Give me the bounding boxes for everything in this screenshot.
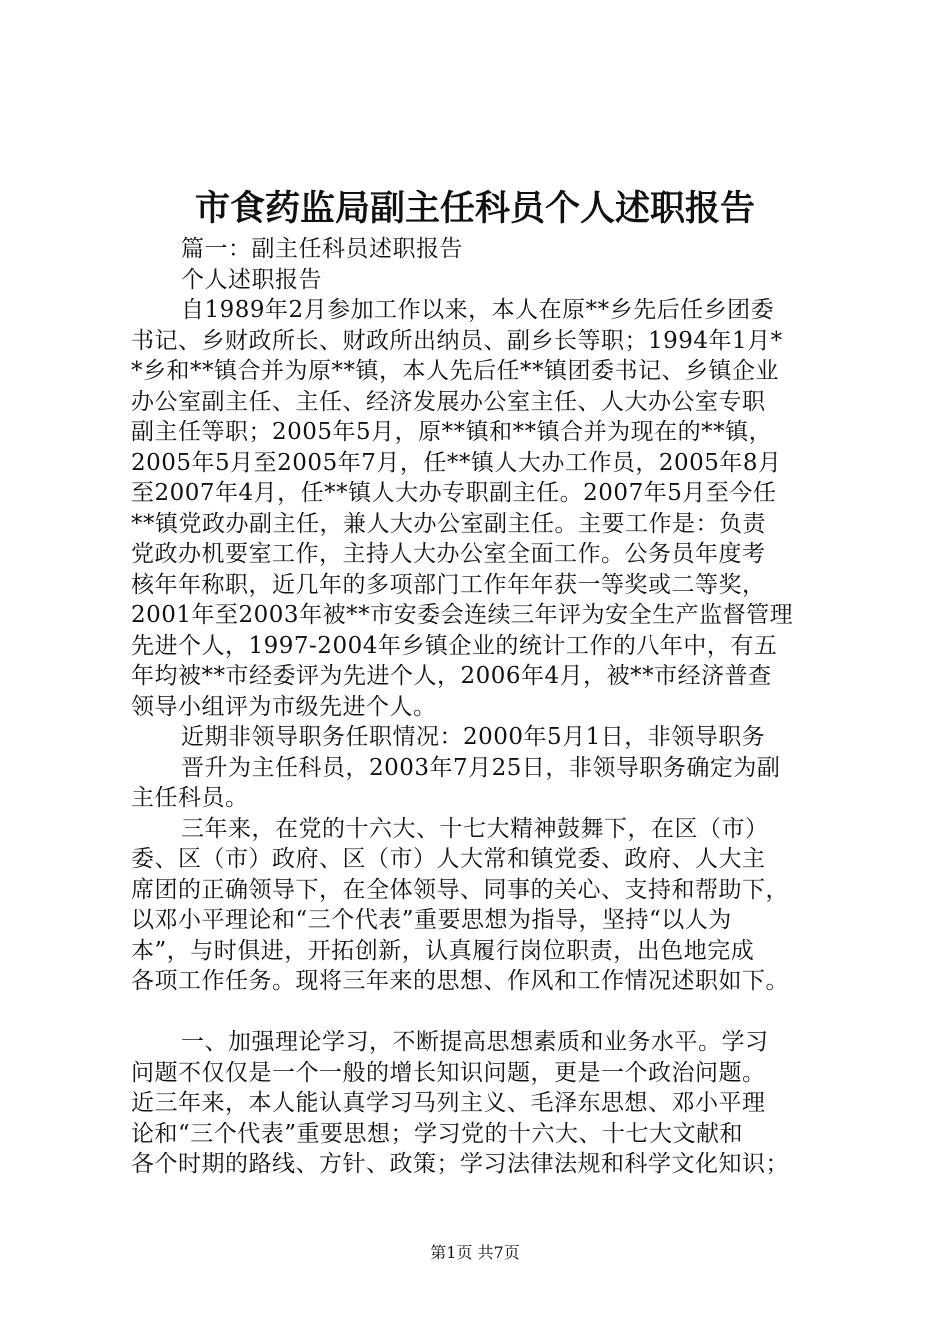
text-line: 晋升为主任科员，2003年7月25日，非领导职务确定为副: [181, 754, 781, 781]
text-line: 本”，与时俱进，开拓创新，认真履行岗位职责，出色地完成: [131, 937, 755, 964]
text-line: 近三年来，本人能认真学习马列主义、毛泽东思想、邓小平理: [131, 1090, 766, 1116]
text-line: 各个时期的路线、方针、政策；学习法律法规和科学文化知识；: [131, 1151, 789, 1177]
text-line: 年均被**市经委评为先进个人，2006年4月，被**市经济普查: [131, 663, 772, 689]
document-title: 市食药监局副主任科员个人述职报告: [194, 188, 755, 229]
text-line: 先进个人，1997-2004年乡镇企业的统计工作的八年中，有五: [131, 632, 778, 659]
text-line: **镇党政办副主任，兼人大办公室副主任。主要工作是：负责: [131, 510, 766, 537]
text-line: 领导小组评为市级先进个人。: [131, 693, 437, 720]
text-line: 自1989年2月参加工作以来，本人在原**乡先后任乡团委: [181, 297, 775, 323]
text-line: 2005年5月至2005年7月，任**镇人大办工作员，2005年8月: [131, 449, 782, 476]
text-line: 至2007年4月，任**镇人大办专职副主任。2007年5月至今任: [131, 480, 777, 506]
text-line: 篇一：副主任科员述职报告: [181, 236, 463, 262]
text-line: 论和“三个代表”重要思想；学习党的十六大、十七大文献和: [131, 1120, 744, 1147]
text-line: 一、加强理论学习，不断提高思想素质和业务水平。学习: [181, 1029, 769, 1055]
text-line: 个人述职报告: [181, 266, 322, 293]
text-line: 党政办机要室工作，主持人大办公室全面工作。公务员年度考: [131, 541, 766, 567]
document-body: [131, 234, 831, 1180]
text-line: 各项工作任务。现将三年来的思想、作风和工作情况述职如下。: [131, 968, 789, 994]
text-line: 委、区（市）政府、区（市）人大常和镇党委、政府、人大主: [131, 846, 766, 872]
text-line: 核年年称职，近几年的多项部门工作年年获一等奖或二等奖，: [131, 571, 766, 598]
text-line: 副主任等职；2005年5月，原**镇和**镇合并为现在的**镇，: [131, 419, 773, 445]
text-line: *乡和**镇合并为原**镇，本人先后任**镇团委书记、乡镇企业: [131, 358, 779, 384]
text-line: 办公室副主任、主任、经济发展办公室主任、人大办公室专职: [131, 388, 766, 415]
page-footer: 第1页 共7页: [430, 1243, 520, 1262]
text-line: 2001年至2003年被**市安委会连续三年评为安全生产监督管理: [131, 602, 794, 628]
text-line: 以邓小平理论和“三个代表”重要思想为指导，坚持“以人为: [131, 907, 732, 933]
text-line: 问题不仅仅是一个一般的增长知识问题，更是一个政治问题。: [131, 1059, 766, 1086]
text-line: 三年来，在党的十六大、十七大精神鼓舞下，在区（市）: [181, 815, 769, 842]
text-line: 近期非领导职务任职情况：2000年5月1日，非领导职务: [181, 724, 766, 750]
paragraph-gap: [131, 997, 831, 1028]
text-line: 席团的正确领导下，在全体领导、同事的关心、支持和帮助下，: [131, 876, 789, 903]
text-line: 主任科员。: [131, 785, 249, 811]
text-line: 书记、乡财政所长、财政所出纳员、副乡长等职；1994年1月*: [131, 327, 783, 354]
